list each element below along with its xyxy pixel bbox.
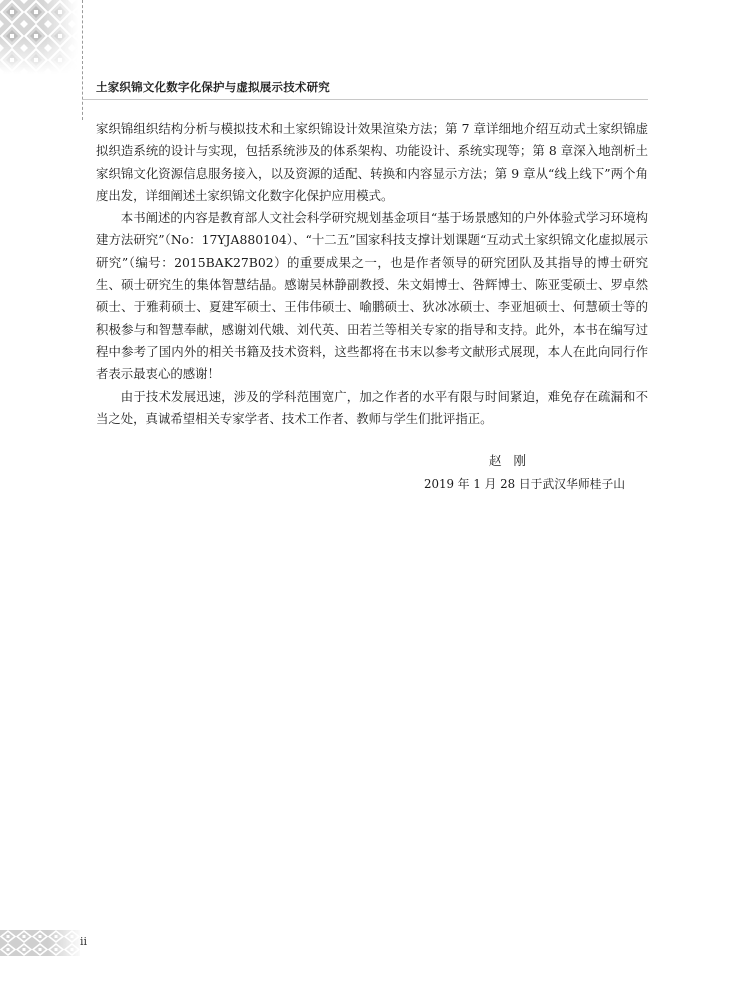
paragraph: 由于技术发展迅速，涉及的学科范围宽广，加之作者的水平有限与时间紧迫，难免存在疏漏和不当之处，真诚希望相关专家学者、技术工作者、教师与学生们批评指正。 [96,388,648,426]
paragraph: 本书阐述的内容是教育部人文社会科学研究规划基金项目“基于场景感知的户外体验式学习环境构建方法研究”（No：17YJA880104）、“十二五”国家科技支撑计划课题“互动式土家织锦文化虚拟展示研究”（编号：2015BAK27B02）的重要成果之一，也是作者领导的研究团队及其指导的博士研究生、硕士研究生的集体智慧结晶。感谢吴林静副教授、朱文娟博士、咎辉博士、陈亚雯硕士、罗卓然硕士、于雅莉硕士、夏建军硕士、王伟伟硕士、喻鹏硕士、狄冰冰硕士、李亚旭硕士、何慧硕士等的积极参与和智慧奉献，感谢刘代娥、刘代英、田若兰等相关专家的指导和支持。此外，本书在编写过程中参考了国内外的相关书籍及技术资料，这些都将在书末以参考文献形式展现，本人在此向同行作者表示最衷心的感谢！ [96,210,648,382]
header-rule [83,99,648,100]
paragraph: 家织锦组织结构分析与模拟技术和土家织锦设计效果渲染方法；第 7 章详细地介绍互动式土家织锦虚拟织造系统的设计与实现，包括系统涉及的体系架构、功能设计、系统实现等；第 8 章深入地剖析土家织锦文化资源信息服务接入，以及资源的适配、转换和内容显示方法；第 9 章从“线上线下”两个角度出发，详细阐述土家织锦文化数字化保护应用模式。 [96,121,648,203]
preface-body [96,118,648,430]
brocade-corner-pattern [0,0,78,74]
running-header-title: 土家织锦文化数字化保护与虚拟展示技术研究 [96,80,330,94]
page-number: ii [80,935,88,948]
signature-date: 2019 年 1 月 28 日于武汉华师桂子山 [424,477,626,491]
vertical-dashed-divider [82,0,83,120]
author-signature: 赵刚 [489,453,539,468]
brocade-footer-strip [0,930,80,956]
